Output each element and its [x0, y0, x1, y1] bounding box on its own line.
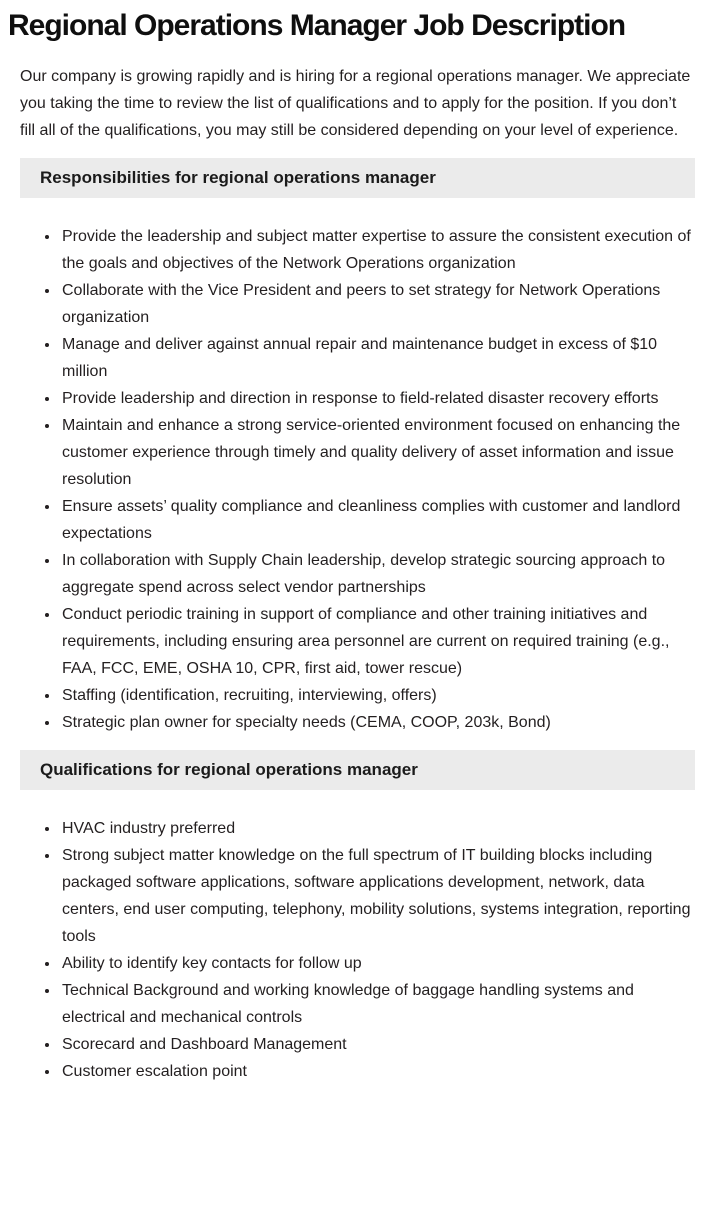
list-item: • Collaborate with the Vice President and peers to set strategy for Network Operations organization	[60, 277, 695, 331]
section-header-label: Qualifications for regional operations manager	[40, 760, 418, 779]
qualifications-list	[20, 815, 695, 1085]
list-item: • Strong subject matter knowledge on the full spectrum of IT building blocks including packaged software applications, software applications development, network, data centers, end user computing, telephony, mobility solutions, systems integration, reporting tools	[60, 842, 695, 950]
list-item: • Customer escalation point	[60, 1058, 695, 1085]
qualifications-section-header	[20, 750, 695, 790]
section-header-label: Responsibilities for regional operations manager	[40, 168, 436, 187]
list-item: • HVAC industry preferred	[60, 815, 695, 842]
responsibilities-section	[20, 158, 695, 736]
list-item: • Maintain and enhance a strong service-oriented environment focused on enhancing the customer experience through timely and quality delivery of asset information and issue resolution	[60, 412, 695, 493]
list-item: • In collaboration with Supply Chain leadership, develop strategic sourcing approach to aggregate spend across select vendor partnerships	[60, 547, 695, 601]
responsibilities-section-header	[20, 158, 695, 198]
list-item: • Staffing (identification, recruiting, interviewing, offers)	[60, 682, 695, 709]
responsibilities-list	[20, 223, 695, 736]
list-item: • Conduct periodic training in support of compliance and other training initiatives and requirements, including ensuring area personnel are current on required training (e.g., FAA, FCC, EME, OSHA 10, CPR, first aid, tower rescue)	[60, 601, 695, 682]
list-item: • Provide leadership and direction in response to field-related disaster recovery efforts	[60, 385, 695, 412]
page-title: Regional Operations Manager Job Description	[8, 9, 626, 42]
list-item: • Strategic plan owner for specialty needs (CEMA, COOP, 203k, Bond)	[60, 709, 695, 736]
list-item: • Ensure assets’ quality compliance and cleanliness complies with customer and landlord expectations	[60, 493, 695, 547]
qualifications-section	[20, 750, 695, 1085]
list-item: • Manage and deliver against annual repair and maintenance budget in excess of $10 million	[60, 331, 695, 385]
list-item: • Ability to identify key contacts for follow up	[60, 950, 695, 977]
list-item: • Scorecard and Dashboard Management	[60, 1031, 695, 1058]
list-item: • Technical Background and working knowledge of baggage handling systems and electrical and mechanical controls	[60, 977, 695, 1031]
intro-paragraph: Our company is growing rapidly and is hiring for a regional operations manager. We appreciate you taking the time to review the list of qualifications and to apply for the position. If you don’t fill all of the qualifications, you may still be considered depending on your level of experience.	[20, 68, 691, 139]
list-item: • Provide the leadership and subject matter expertise to assure the consistent execution of the goals and objectives of the Network Operations organization	[60, 223, 695, 277]
